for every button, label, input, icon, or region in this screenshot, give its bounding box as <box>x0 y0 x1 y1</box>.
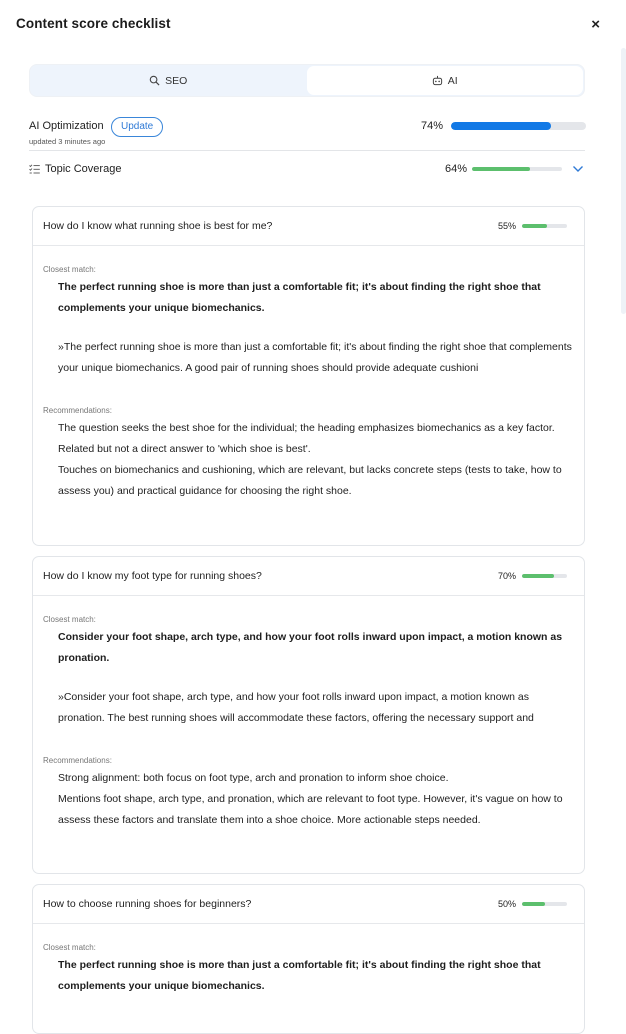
question-score-bar <box>522 224 567 228</box>
topic-coverage-progress <box>472 167 562 171</box>
question-score: 70% <box>497 571 516 581</box>
question-score-bar <box>522 902 567 906</box>
tab-seo-label: SEO <box>165 74 188 87</box>
panel-title: Content score checklist <box>16 16 171 31</box>
ai-optimization-percent: 74% <box>421 120 444 132</box>
closest-match-heading: Consider your foot shape, arch type, and how your foot rolls inward upon impact, a motion known as pronation. <box>58 631 563 664</box>
question-score-bar-fill <box>522 902 545 906</box>
topic-coverage-progress-fill <box>472 167 530 171</box>
tab-seo[interactable] <box>30 65 307 96</box>
question-score: 50% <box>497 899 516 909</box>
updated-timestamp: updated 3 minutes ago <box>29 137 106 146</box>
recommendations-label: Recommendations: <box>43 406 112 415</box>
question-text: How to choose running shoes for beginners? <box>43 898 252 910</box>
recommendation-item: Mentions foot shape, arch type, and pronation, which are relevant to foot type. However, it's vague on how to assess these factors and translate them into a shoe choice. More actionable steps needed. <box>58 793 563 826</box>
topic-coverage-row[interactable] <box>29 162 585 178</box>
tab-bar <box>29 64 585 97</box>
divider <box>29 150 585 151</box>
scrollbar[interactable] <box>621 48 626 314</box>
closest-match-label: Closest match: <box>43 615 96 624</box>
ai-optimization-progress <box>451 122 586 130</box>
ai-optimization-row <box>29 117 585 151</box>
recommendation-item: Touches on biomechanics and cushioning, which are relevant, but lacks concrete steps (tests to take, how to assess you) and practical guidance for choosing the right shoe. <box>58 464 562 497</box>
ai-optimization-label: AI Optimization <box>29 120 104 132</box>
question-score-bar <box>522 574 567 578</box>
close-icon[interactable]: × <box>591 16 600 33</box>
recommendation-item: The question seeks the best shoe for the individual; the heading emphasizes biomechanics as a key factor. Related but not a direct answer to 'which shoe is best'. <box>58 422 555 455</box>
question-card <box>32 884 585 1034</box>
update-button[interactable]: Update <box>111 117 163 137</box>
list-check-icon <box>29 164 40 174</box>
closest-match-excerpt: »Consider your foot shape, arch type, and how your foot rolls inward upon impact, a motion known as pronation. The best running shoes will accommodate these factors, offering the necessary support and <box>58 691 534 724</box>
robot-icon <box>432 75 443 86</box>
topic-coverage-percent: 64% <box>444 163 467 175</box>
question-score-bar-fill <box>522 224 547 228</box>
question-card <box>32 556 585 874</box>
question-text: How do I know my foot type for running shoes? <box>43 570 262 582</box>
recommendations-label: Recommendations: <box>43 756 112 765</box>
topic-coverage-label: Topic Coverage <box>45 163 122 175</box>
question-card <box>32 206 585 546</box>
closest-match-excerpt: »The perfect running shoe is more than just a comfortable fit; it's about finding the right shoe that complements your unique biomechanics. A good pair of running shoes should provide adequate cushioni <box>58 341 572 374</box>
question-text: How do I know what running shoe is best for me? <box>43 220 273 232</box>
search-icon <box>149 75 160 86</box>
closest-match-heading: The perfect running shoe is more than just a comfortable fit; it's about finding the right shoe that complements your unique biomechanics. <box>58 281 541 314</box>
closest-match-heading: The perfect running shoe is more than just a comfortable fit; it's about finding the right shoe that complements your unique biomechanics. <box>58 959 541 992</box>
recommendation-item: Strong alignment: both focus on foot type, arch and pronation to inform shoe choice. <box>58 772 449 784</box>
question-card-header[interactable] <box>33 885 584 924</box>
tab-ai-label: AI <box>447 74 458 87</box>
closest-match-label: Closest match: <box>43 265 96 274</box>
panel-header <box>16 16 610 36</box>
closest-match-label: Closest match: <box>43 943 96 952</box>
chevron-down-icon[interactable] <box>572 165 584 173</box>
question-card-header[interactable] <box>33 557 584 596</box>
question-card-header[interactable] <box>33 207 584 246</box>
question-score-bar-fill <box>522 574 554 578</box>
tab-ai[interactable] <box>307 66 584 95</box>
ai-optimization-progress-fill <box>451 122 551 130</box>
question-score: 55% <box>497 221 516 231</box>
